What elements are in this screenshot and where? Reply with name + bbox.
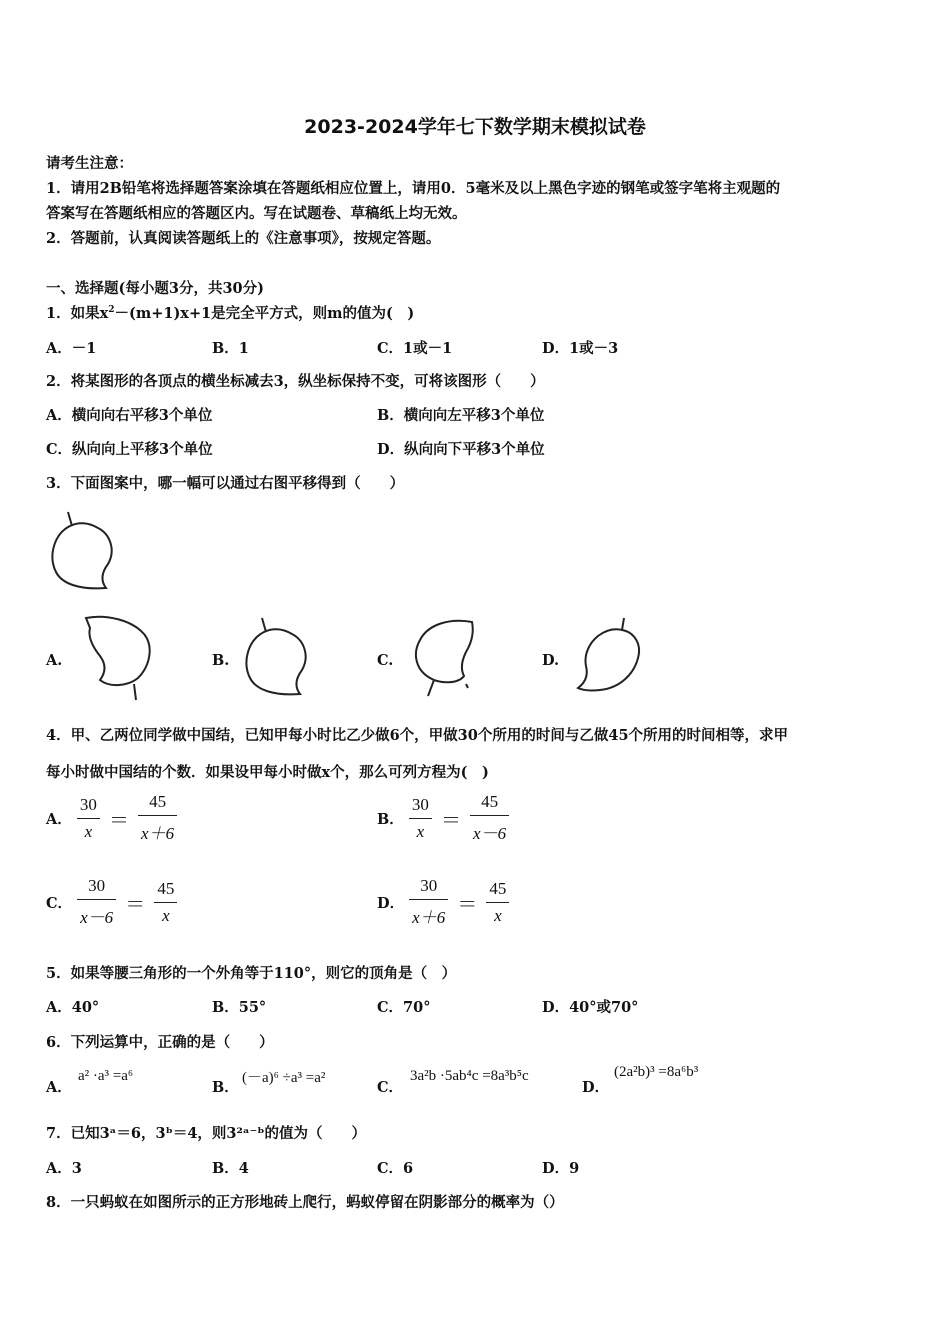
q7-option-d[interactable]: D．9 bbox=[542, 1160, 580, 1177]
q2-option-d[interactable]: D．纵向向下平移3个单位 bbox=[377, 441, 545, 458]
q4-b-fraction-right: $\frac{45}{x-6}$ bbox=[470, 792, 509, 844]
q4-d-fraction-right: $\frac{45}{x}$ bbox=[486, 879, 509, 926]
q4-a-equals: ＝ bbox=[108, 809, 129, 832]
q4-option-b-label: B． bbox=[377, 810, 404, 828]
q6-option-c-label[interactable]: C． bbox=[377, 1079, 404, 1096]
q3-option-d[interactable]: D. bbox=[542, 652, 560, 669]
q3-option-a[interactable]: A. bbox=[46, 652, 63, 669]
q1-stem bbox=[46, 302, 414, 323]
q1-option-a[interactable]: A．－1 bbox=[46, 340, 97, 357]
q1-stem-pre: 1．如果x bbox=[46, 305, 109, 322]
q3-option-b-leaf[interactable] bbox=[240, 614, 324, 704]
q6-option-a-label[interactable]: A． bbox=[46, 1079, 72, 1096]
q7-option-a[interactable]: A．3 bbox=[46, 1160, 82, 1177]
q3-stem: 3．下面图案中，哪一幅可以通过右图平移得到（ ） bbox=[46, 475, 405, 492]
q3-option-d-leaf[interactable] bbox=[572, 614, 652, 698]
q4-a-fraction-left: $\frac{30}{x}$ bbox=[77, 795, 100, 842]
q5-option-b[interactable]: B．55° bbox=[212, 999, 267, 1016]
q5-option-c[interactable]: C．70° bbox=[377, 999, 431, 1016]
q4-stem-line-1: 4．甲、乙两位同学做中国结，已知甲每小时比乙少做6个，甲做30个所用的时间与乙做45个所用的时间相等，求甲 bbox=[46, 727, 789, 744]
notice-heading: 请考生注意： bbox=[46, 155, 133, 172]
q2-stem: 2．将某图形的各顶点的横坐标减去3，纵坐标保持不变，可将该图形（ ） bbox=[46, 373, 545, 390]
q4-b-fraction-left: $\frac{30}{x}$ bbox=[409, 795, 432, 842]
q7-option-c[interactable]: C．6 bbox=[377, 1160, 414, 1177]
q4-option-c[interactable] bbox=[46, 876, 177, 928]
q1-option-d[interactable]: D．1或－3 bbox=[542, 340, 619, 357]
q4-b-equals: ＝ bbox=[440, 809, 461, 832]
q5-stem: 5．如果等腰三角形的一个外角等于110°，则它的顶角是（ ） bbox=[46, 965, 457, 982]
q7-stem: 7．已知3ᵃ＝6，3ᵇ＝4，则3²ᵃ⁻ᵇ的值为（ ） bbox=[46, 1125, 367, 1142]
q3-option-a-leaf[interactable] bbox=[76, 612, 160, 704]
q6-option-d-expr[interactable]: (2a²b)³ =8a⁶b³ bbox=[614, 1064, 699, 1080]
q6-option-b-expr[interactable]: (－a)⁶ ÷a³ =a² bbox=[242, 1070, 326, 1086]
q4-stem-line-2: 每小时做中国结的个数．如果设甲每小时做x个，那么可列方程为( ) bbox=[46, 764, 489, 781]
q3-option-c[interactable]: C. bbox=[377, 652, 394, 669]
q6-option-b-label[interactable]: B． bbox=[212, 1079, 239, 1096]
notice-line-1a: 1．请用2B铅笔将选择题答案涂填在答题纸相应位置上，请用0．5毫米及以上黑色字迹的钢笔或签字笔将主观题的 bbox=[46, 180, 781, 197]
q4-d-equals: ＝ bbox=[457, 893, 478, 916]
q4-c-fraction-left: $\frac{30}{x-6}$ bbox=[77, 876, 116, 928]
q7-option-b[interactable]: B．4 bbox=[212, 1160, 249, 1177]
q2-option-c[interactable]: C．纵向向上平移3个单位 bbox=[46, 441, 213, 458]
q4-c-equals: ＝ bbox=[125, 893, 146, 916]
q6-option-a-expr[interactable]: a² ·a³ =a⁶ bbox=[78, 1068, 134, 1084]
q3-option-b[interactable]: B. bbox=[212, 652, 230, 669]
q2-option-b[interactable]: B．横向向左平移3个单位 bbox=[377, 407, 545, 424]
q4-a-fraction-right: $\frac{45}{x+6}$ bbox=[138, 792, 177, 844]
q4-d-fraction-left: $\frac{30}{x+6}$ bbox=[409, 876, 448, 928]
q1-stem-post: －(m+1)x+1是完全平方式，则m的值为( ) bbox=[114, 305, 415, 322]
q4-option-d[interactable] bbox=[377, 876, 509, 928]
q4-option-b[interactable] bbox=[377, 792, 509, 844]
notice-line-2: 2．答题前，认真阅读答题纸上的《注意事项》，按规定答题。 bbox=[46, 230, 441, 247]
q6-option-d-label[interactable]: D． bbox=[582, 1079, 610, 1096]
q5-option-a[interactable]: A．40° bbox=[46, 999, 100, 1016]
notice-line-1b: 答案写在答题纸相应的答题区内。写在试题卷、草稿纸上均无效。 bbox=[46, 205, 467, 222]
q8-stem: 8．一只蚂蚁在如图所示的正方形地砖上爬行，蚂蚁停留在阴影部分的概率为（） bbox=[46, 1194, 564, 1211]
q1-option-c[interactable]: C．1或－1 bbox=[377, 340, 453, 357]
q2-option-a[interactable]: A．横向向右平移3个单位 bbox=[46, 407, 213, 424]
q5-option-d[interactable]: D．40°或70° bbox=[542, 999, 639, 1016]
q1-option-b[interactable]: B．1 bbox=[212, 340, 249, 357]
reference-leaf-figure bbox=[44, 506, 124, 596]
q4-option-c-label: C． bbox=[46, 894, 73, 912]
q3-option-c-leaf[interactable] bbox=[406, 612, 490, 704]
q4-c-fraction-right: $\frac{45}{x}$ bbox=[154, 879, 177, 926]
section-heading: 一、选择题(每小题3分，共30分) bbox=[46, 280, 264, 297]
q6-stem: 6．下列运算中，正确的是（ ） bbox=[46, 1034, 274, 1051]
q1-stem-sup: 2 bbox=[108, 305, 115, 316]
q6-option-c-expr[interactable]: 3a²b ·5ab⁴c =8a³b⁵c bbox=[410, 1068, 529, 1084]
q4-option-a[interactable] bbox=[46, 792, 177, 844]
page-title: 2023-2024学年七下数学期末模拟试卷 bbox=[304, 116, 646, 138]
q4-option-d-label: D． bbox=[377, 894, 405, 912]
q4-option-a-label: A． bbox=[46, 810, 72, 828]
